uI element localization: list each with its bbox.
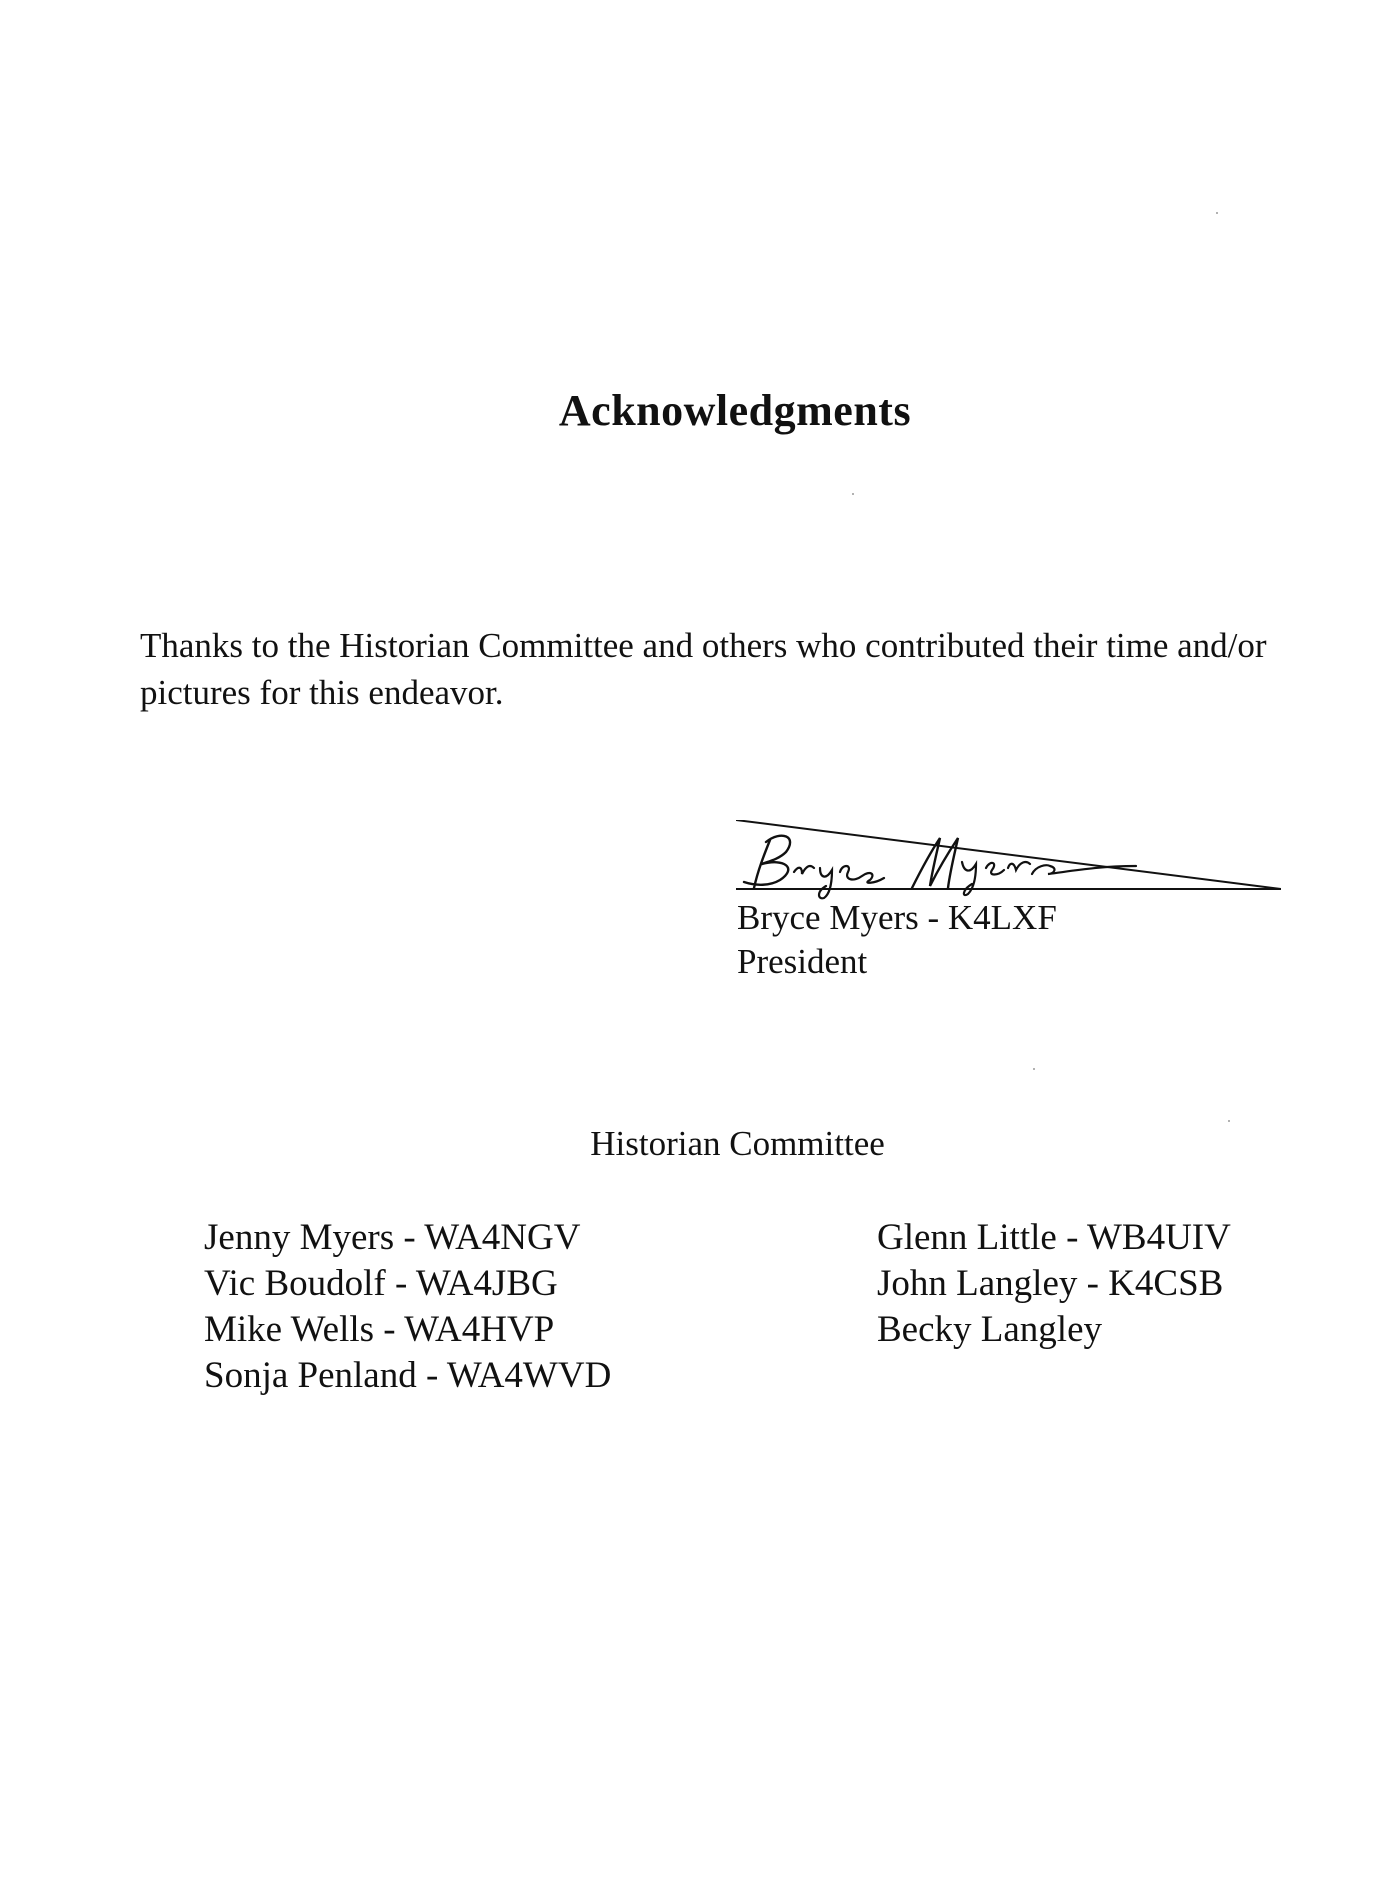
committee-left-column [204,1215,611,1399]
committee-member: Glenn Little - WB4UIV [877,1217,1231,1258]
committee-member: John Langley - K4CSB [877,1263,1224,1304]
thanks-paragraph: Thanks to the Historian Committee and others who contributed their time and/or pictures for this endeavor. [140,626,1267,712]
committee-heading: Historian Committee [590,1124,885,1163]
committee-member: Jenny Myers - WA4NGV [204,1217,581,1258]
signer-title: President [737,942,868,981]
scan-speck [852,493,854,495]
scan-speck [1033,1068,1035,1070]
signer-name: Bryce Myers - K4LXF [737,898,1057,937]
committee-member: Sonja Penland - WA4WVD [204,1355,612,1396]
committee-member: Becky Langley [877,1309,1102,1350]
committee-member: Vic Boudolf - WA4JBG [204,1263,558,1304]
scan-speck [1216,212,1218,214]
scan-speck [1228,1120,1230,1122]
committee-right-column [877,1215,1231,1353]
committee-member: Mike Wells - WA4HVP [204,1309,555,1350]
page-title: Acknowledgments [558,386,912,435]
handwritten-signature [736,820,1281,900]
